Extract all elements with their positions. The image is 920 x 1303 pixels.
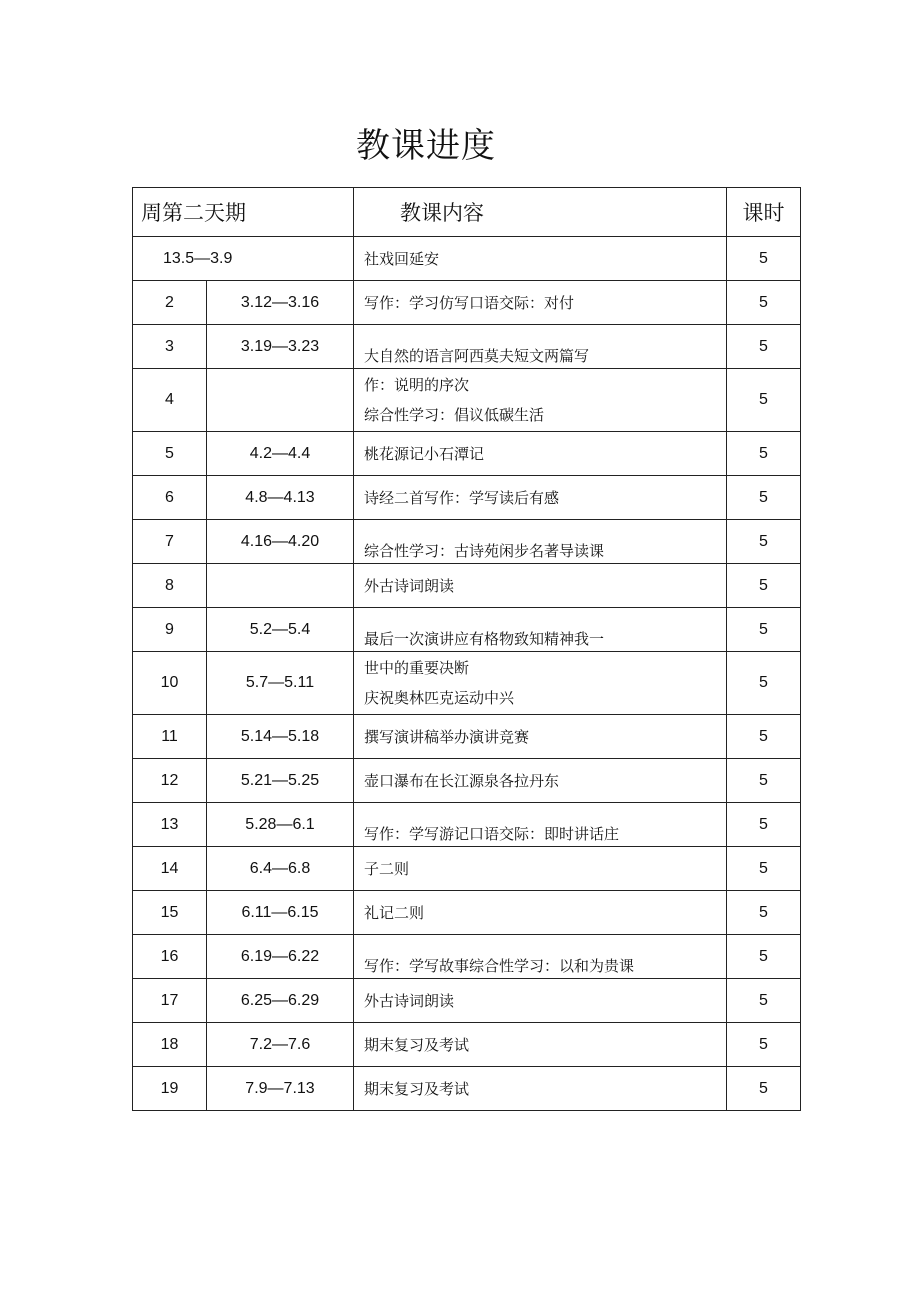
hours-cell: 5 bbox=[727, 369, 801, 432]
week-cell: 16 bbox=[133, 935, 207, 979]
content-cell bbox=[354, 759, 727, 803]
table-row bbox=[133, 369, 801, 432]
hours-cell: 5 bbox=[727, 715, 801, 759]
content-line: 写作：学写游记口语交际：即时讲话庄 bbox=[364, 825, 620, 843]
table-row bbox=[133, 803, 801, 847]
table-row bbox=[133, 759, 801, 803]
content-line: 期末复习及考试 bbox=[364, 1035, 470, 1054]
hours-cell: 5 bbox=[727, 1023, 801, 1067]
date-cell: 6.11—6.15 bbox=[207, 891, 354, 935]
content-cell bbox=[354, 325, 727, 369]
date-cell: 4.8—4.13 bbox=[207, 476, 354, 520]
date-cell: 5.2—5.4 bbox=[207, 608, 354, 652]
hours-cell: 5 bbox=[727, 281, 801, 325]
week-cell: 19 bbox=[133, 1067, 207, 1111]
table-row bbox=[133, 715, 801, 759]
table-row bbox=[133, 847, 801, 891]
hours-cell: 5 bbox=[727, 652, 801, 715]
content-line: 壶口瀑布在长江源泉各拉丹东 bbox=[364, 771, 560, 790]
table-row bbox=[133, 281, 801, 325]
content-line: 作：说明的序次 bbox=[364, 376, 470, 394]
content-line: 桃花源记小石潭记 bbox=[364, 444, 485, 463]
date-cell: 3.19—3.23 bbox=[207, 325, 354, 369]
hours-cell: 5 bbox=[727, 564, 801, 608]
hours-cell: 5 bbox=[727, 803, 801, 847]
content-cell bbox=[354, 803, 727, 847]
table-row bbox=[133, 891, 801, 935]
week-cell: 9 bbox=[133, 608, 207, 652]
week-cell: 3 bbox=[133, 325, 207, 369]
content-cell bbox=[354, 935, 727, 979]
week-cell: 6 bbox=[133, 476, 207, 520]
date-cell bbox=[207, 369, 354, 432]
content-cell bbox=[354, 564, 727, 608]
content-cell bbox=[354, 979, 727, 1023]
content-cell bbox=[354, 608, 727, 652]
schedule-table bbox=[132, 187, 801, 1111]
week-cell: 13 bbox=[133, 803, 207, 847]
week-cell: 8 bbox=[133, 564, 207, 608]
hours-cell: 5 bbox=[727, 759, 801, 803]
date-cell: 4.2—4.4 bbox=[207, 432, 354, 476]
content-line: 撰写演讲稿举办演讲竞赛 bbox=[364, 727, 530, 746]
week-cell: 2 bbox=[133, 281, 207, 325]
table-row bbox=[133, 979, 801, 1023]
hours-cell: 5 bbox=[727, 891, 801, 935]
content-cell bbox=[354, 369, 727, 432]
week-cell: 11 bbox=[133, 715, 207, 759]
content-cell bbox=[354, 237, 727, 281]
content-line: 社戏回延安 bbox=[364, 249, 440, 268]
table-row bbox=[133, 564, 801, 608]
content-line: 写作：学习仿写口语交际：对付 bbox=[364, 293, 575, 312]
content-cell bbox=[354, 1067, 727, 1111]
table-row bbox=[133, 520, 801, 564]
table-row bbox=[133, 652, 801, 715]
content-line: 诗经二首写作：学写读后有感 bbox=[364, 488, 560, 507]
date-cell: 7.9—7.13 bbox=[207, 1067, 354, 1111]
date-cell: 3.12—3.16 bbox=[207, 281, 354, 325]
date-cell bbox=[207, 564, 354, 608]
page-title: 教课进度 bbox=[356, 126, 496, 166]
date-cell: 5.7—5.11 bbox=[207, 652, 354, 715]
week-cell: 4 bbox=[133, 369, 207, 432]
header-week-date: 周第二天期 bbox=[133, 188, 354, 237]
content-line: 外古诗词朗读 bbox=[364, 576, 455, 595]
date-cell: 5.14—5.18 bbox=[207, 715, 354, 759]
date-cell: 5.21—5.25 bbox=[207, 759, 354, 803]
header-row bbox=[133, 188, 801, 237]
hours-cell: 5 bbox=[727, 935, 801, 979]
content-cell bbox=[354, 281, 727, 325]
hours-cell: 5 bbox=[727, 432, 801, 476]
hours-cell: 5 bbox=[727, 1067, 801, 1111]
hours-cell: 5 bbox=[727, 325, 801, 369]
table-row bbox=[133, 1067, 801, 1111]
date-cell: 6.19—6.22 bbox=[207, 935, 354, 979]
week-cell: 5 bbox=[133, 432, 207, 476]
table-row bbox=[133, 1023, 801, 1067]
content-cell bbox=[354, 847, 727, 891]
content-line: 外古诗词朗读 bbox=[364, 991, 455, 1010]
content-cell bbox=[354, 891, 727, 935]
table-row bbox=[133, 608, 801, 652]
content-line: 世中的重要决断 bbox=[364, 659, 470, 677]
date-cell: 4.16—4.20 bbox=[207, 520, 354, 564]
week-cell: 7 bbox=[133, 520, 207, 564]
content-cell bbox=[354, 652, 727, 715]
content-line: 礼记二则 bbox=[364, 903, 425, 922]
date-cell: 7.2—7.6 bbox=[207, 1023, 354, 1067]
hours-cell: 5 bbox=[727, 847, 801, 891]
table-row bbox=[133, 325, 801, 369]
content-line: 子二则 bbox=[364, 859, 410, 878]
content-line: 综合性学习：倡议低碳生活 bbox=[364, 406, 545, 424]
content-line: 最后一次演讲应有格物致知精神我一 bbox=[364, 630, 605, 648]
table-row bbox=[133, 935, 801, 979]
content-cell bbox=[354, 432, 727, 476]
hours-cell: 5 bbox=[727, 237, 801, 281]
header-content: 教课内容 bbox=[354, 188, 727, 237]
hours-cell: 5 bbox=[727, 608, 801, 652]
hours-cell: 5 bbox=[727, 520, 801, 564]
content-cell bbox=[354, 476, 727, 520]
content-line: 庆祝奥林匹克运动中兴 bbox=[364, 689, 515, 707]
week-date-cell: 13.5—3.9 bbox=[133, 237, 354, 281]
header-hours: 课时 bbox=[727, 188, 801, 237]
content-cell bbox=[354, 715, 727, 759]
week-cell: 15 bbox=[133, 891, 207, 935]
content-line: 大自然的语言阿西莫夫短文两篇写 bbox=[364, 347, 590, 365]
week-cell: 10 bbox=[133, 652, 207, 715]
week-cell: 14 bbox=[133, 847, 207, 891]
hours-cell: 5 bbox=[727, 979, 801, 1023]
table-row bbox=[133, 432, 801, 476]
table-row bbox=[133, 476, 801, 520]
week-cell: 18 bbox=[133, 1023, 207, 1067]
date-cell: 6.4—6.8 bbox=[207, 847, 354, 891]
content-line: 期末复习及考试 bbox=[364, 1079, 470, 1098]
content-line: 综合性学习：古诗苑闲步名著导读课 bbox=[364, 542, 605, 560]
table-row bbox=[133, 237, 801, 281]
week-cell: 17 bbox=[133, 979, 207, 1023]
date-cell: 6.25—6.29 bbox=[207, 979, 354, 1023]
date-cell: 5.28—6.1 bbox=[207, 803, 354, 847]
content-cell bbox=[354, 1023, 727, 1067]
hours-cell: 5 bbox=[727, 476, 801, 520]
content-line: 写作：学写故事综合性学习：以和为贵课 bbox=[364, 957, 635, 975]
week-cell: 12 bbox=[133, 759, 207, 803]
content-cell bbox=[354, 520, 727, 564]
